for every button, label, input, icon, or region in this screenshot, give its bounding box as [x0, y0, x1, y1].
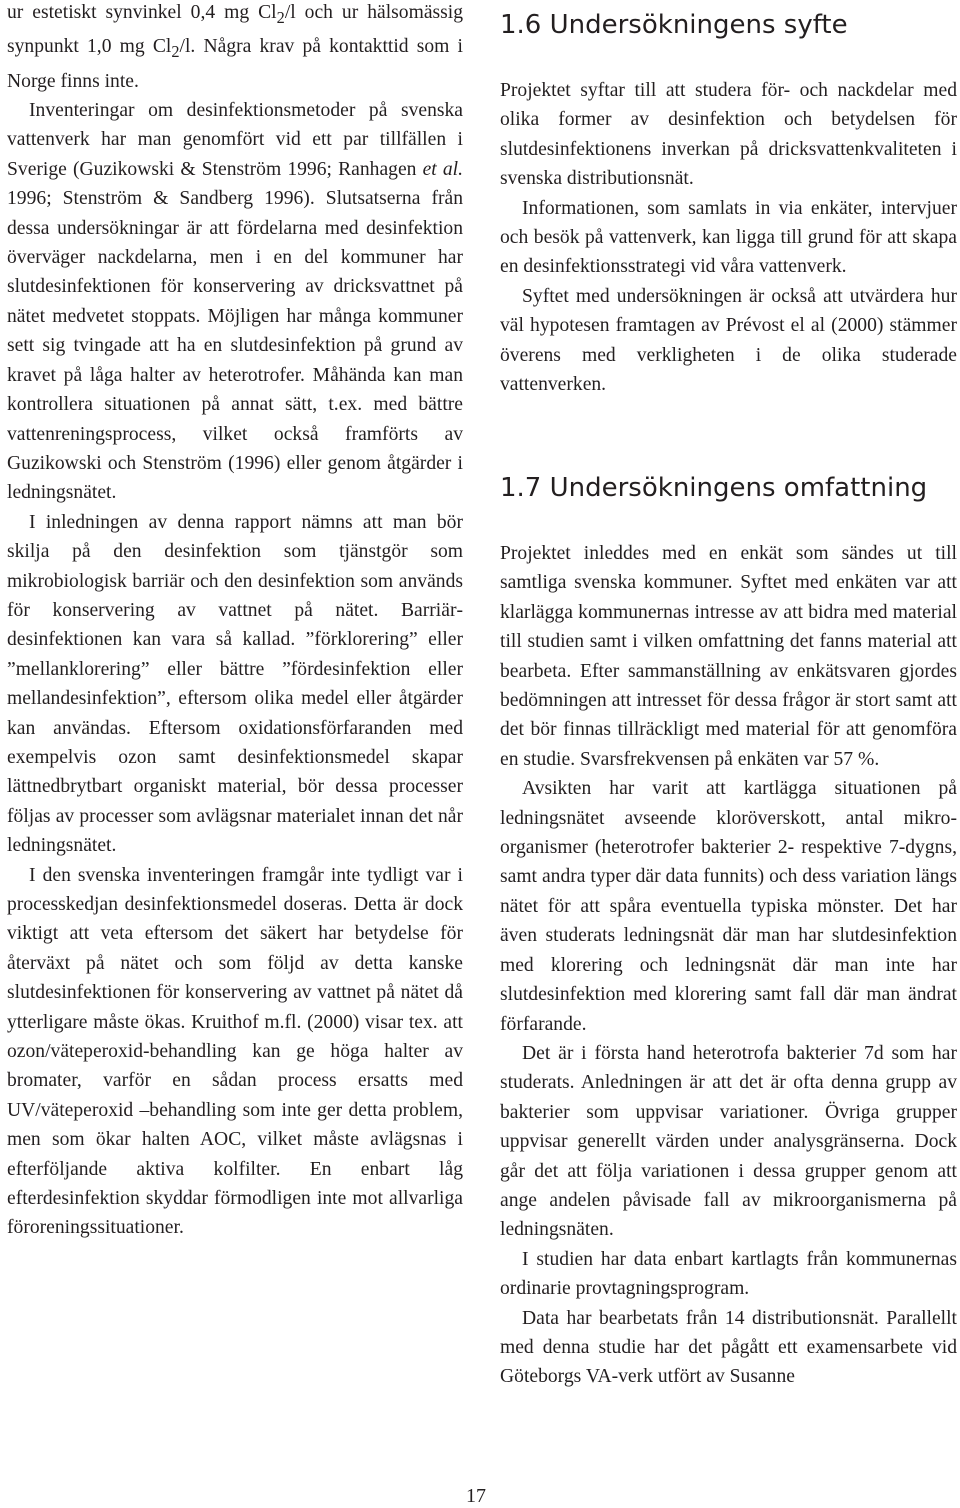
subscript: 2 — [276, 7, 285, 27]
text-run: 1996; Stenström & Sandberg 1996). Slutsatserna från dessa undersökningar är att fördelarna med desinfektion överväger nackdelarna, men i en del kommuner har slutdesinfektionen för konservering av dricksvattnet på nätet medvetet stoppats. Möjligen har många kommuner sett sig tvingade att ha en slutdesinfektion på grund av kravet på låga halter av heterotrofer. Måhända kan man kontrollera situationen på annat sätt, t.ex. med bättre vattenreningsprocess, vilket också framförts av Guzikowski och Stenström (1996) eller genom åtgärder i ledningsnätet. — [7, 188, 463, 504]
text-run: ur estetiskt synvinkel 0,4 mg Cl — [7, 2, 277, 23]
paragraph: I den svenska inventeringen framgår inte tydligt var i processkedjan desinfektionsmedel doseras. Detta är dock viktigt att veta eftersom det säkert har betydelse för återväxt på nätet och som följd av detta kanske slutdesinfektionen för konservering av vattnet på nätet då ytterligare måste ökas. Kruithof m.fl. (2000) visar tex. att ozon/väteperoxid-behandling kan ge höga halter av bromater, varför en sådan process ersatts med UV/väteperoxid –behandling som inte ger detta problem, men som ökar halten AOC, vilket måste avlägsnas i efterföljande aktiva kolfilter. En enbart låg efterdesinfektion skyddar förmodligen inte mot allvarliga föroreningssituationer. — [7, 864, 463, 1239]
paragraph — [7, 96, 463, 508]
paragraph: Avsikten har varit att kartlägga situationen på ledningsnätet avseende kloröverskott, antal mikroorganismer (heterotrofer bakterier 2- respektive 7-dygns, samt andra typer där data funnits) och dess variation längs nätet för att spåra eventuella typiska mönster. Det har även studerats ledningsnät där man har slutdesinfektion med klorering och ledningsnät där man inte har slutdesinfektion med klorering samt fall där man ändrat förfarande. — [500, 778, 957, 1035]
section-heading: 1.6 Undersökningens syfte — [500, 10, 848, 40]
paragraph: Informationen, som samlats in via enkäter, intervjuer och besök på vattenverk, kan ligga till grund för att skapa en desinfektionsstrategi vid våra vattenverk. — [500, 197, 957, 278]
text-run: /l. Några krav på kontakttid som i Norge finns inte. — [7, 36, 463, 92]
paragraph: Det är i första hand heterotrofa bakterier 7d som har studerats. Anledningen är att det är ofta denna grupp av bakterier som uppvisar variationer. Övriga grupper uppvisar generellt värden under analysgränserna. Dock går det att följa variationen i dessa grupper genom att ange andelen påvisade fall av mikroorganismerna på ledningsnäten. — [500, 1042, 957, 1241]
et-al: et al. — [422, 158, 463, 180]
section-1-7 — [500, 473, 957, 1392]
paragraph: I inledningen av denna rapport nämns att man bör skilja på den desinfektion som tjänstgör som mikrobiologisk barriär och den desinfektion som används för konservering av vattnet på nätet. Barriärdesinfektionen kan vara så kallad. ”förklorering” eller ”mellanklorering” eller bättre ”fördesinfektion eller mellandesinfektion”, eftersom olika medel eller åtgärder kan användas. Eftersom oxidationsförfaranden med exempelvis ozon samt desinfektionsmedel skapar lättnedbrytbart organiskt material, bör dessa processer följas av processer som avlägsnar materialet innan det når ledningsnätet. — [7, 511, 463, 857]
paragraph: Syftet med undersökningen är också att utvärdera hur väl hypotesen framtagen av Prévost el al (2000) stämmer överens med verkligheten i de olika studerade vattenverken. — [500, 285, 957, 396]
paragraph: Projektet inleddes med en enkät som sändes ut till samtliga svenska kommuner. Syftet med enkäten var att klarlägga kommunernas intresse av att bidra med material till studien samt i vilken omfattning det fanns material att bearbeta. Efter sammanställning av enkätsvaren gjordes bedömningen att intresset för dessa frågor är stort samt att det bör finnas tillräckligt med material för att genomföra en studie. Svarsfrekvensen på enkäten var 57 %. — [500, 543, 957, 770]
paragraph — [7, 0, 463, 96]
subscript: 2 — [171, 42, 180, 62]
page-number: 17 — [466, 1485, 486, 1507]
section-heading: 1.7 Undersökningens omfattning — [500, 473, 928, 503]
text-run: /l och ur hälsomässig synpunkt 1,0 mg Cl — [7, 2, 464, 58]
paragraph: Data har bearbetats från 14 distributionsnät. Parallellt med denna studie har det pågått ett examensarbete vid Göteborgs VA-verk utfört av Susanne — [500, 1307, 957, 1388]
right-column — [500, 0, 957, 1392]
text-run: Inventeringar om desinfektionsmetoder på svenska vattenverk har man genomfört vid ett par tillfällen i Sverige (Guzikowski & Stenström 1996; Ranhagen — [7, 100, 463, 180]
left-column — [7, 0, 463, 1243]
paragraph: Projektet syftar till att studera för- och nackdelar med olika former av desinfektion och betydelsen för slutdesinfektionens inverkan på dricksvattenkvaliteten i svenska distributionsnät. — [500, 80, 957, 190]
paragraph: I studien har data enbart kartlagts från kommunernas ordinarie provtagningsprogram. — [500, 1248, 957, 1300]
section-1-6 — [500, 10, 957, 473]
